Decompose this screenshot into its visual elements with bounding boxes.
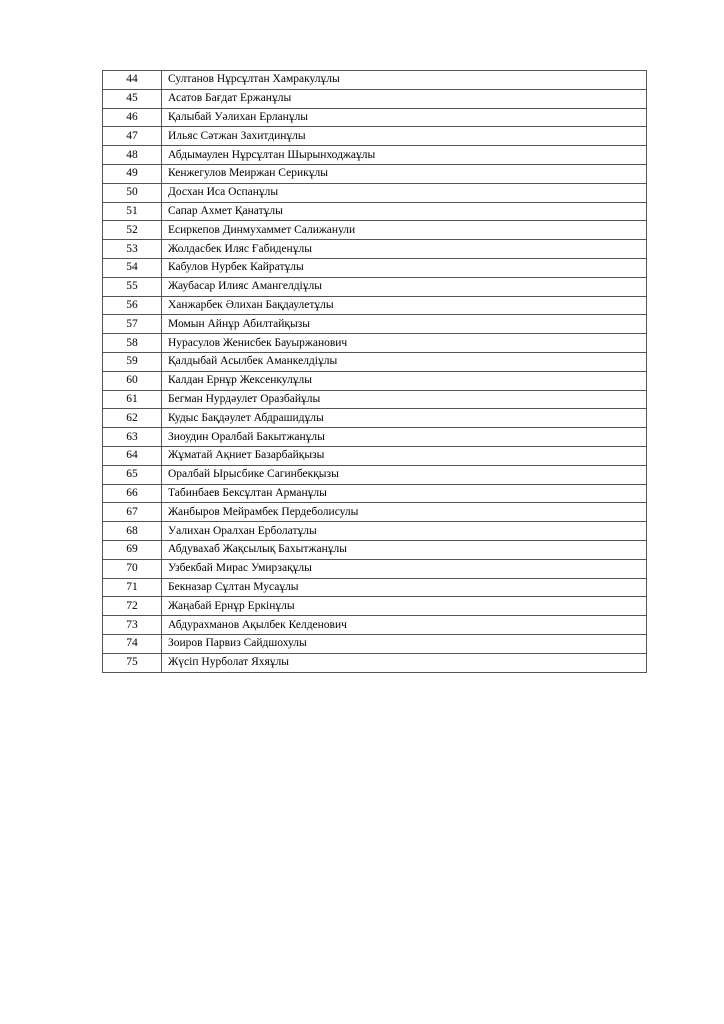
table-row bbox=[103, 616, 647, 635]
row-number-cell: 61 bbox=[103, 390, 162, 409]
row-number-cell: 68 bbox=[103, 522, 162, 541]
table-row bbox=[103, 390, 647, 409]
table-row bbox=[103, 240, 647, 259]
full-name-cell: Узбекбай Мирас Умирзақұлы bbox=[162, 559, 647, 578]
table-row bbox=[103, 465, 647, 484]
row-number-cell: 71 bbox=[103, 578, 162, 597]
table-row bbox=[103, 653, 647, 672]
row-number-cell: 70 bbox=[103, 559, 162, 578]
row-number-cell: 67 bbox=[103, 503, 162, 522]
table-row bbox=[103, 221, 647, 240]
full-name-cell: Есиркепов Динмухаммет Салижанули bbox=[162, 221, 647, 240]
row-number-cell: 75 bbox=[103, 653, 162, 672]
row-number-cell: 47 bbox=[103, 127, 162, 146]
table-row bbox=[103, 334, 647, 353]
row-number-cell: 65 bbox=[103, 465, 162, 484]
table-row bbox=[103, 315, 647, 334]
full-name-cell: Досхан Иса Оспанұлы bbox=[162, 183, 647, 202]
full-name-cell: Султанов Нұрсұлтан Хамракулұлы bbox=[162, 71, 647, 90]
student-list-table bbox=[102, 70, 647, 673]
full-name-cell: Уалихан Оралхан Ерболатұлы bbox=[162, 522, 647, 541]
row-number-cell: 53 bbox=[103, 240, 162, 259]
full-name-cell: Қалыбай Уәлихан Ерланұлы bbox=[162, 108, 647, 127]
row-number-cell: 62 bbox=[103, 409, 162, 428]
full-name-cell: Асатов Бағдат Ержанұлы bbox=[162, 89, 647, 108]
full-name-cell: Жұматай Ақниет Базарбайқызы bbox=[162, 446, 647, 465]
row-number-cell: 58 bbox=[103, 334, 162, 353]
full-name-cell: Қалдыбай Асылбек Аманкелдіұлы bbox=[162, 352, 647, 371]
full-name-cell: Жаубасар Илияс Амангелдіұлы bbox=[162, 277, 647, 296]
row-number-cell: 55 bbox=[103, 277, 162, 296]
table-row bbox=[103, 71, 647, 90]
row-number-cell: 51 bbox=[103, 202, 162, 221]
row-number-cell: 73 bbox=[103, 616, 162, 635]
table-row bbox=[103, 522, 647, 541]
full-name-cell: Момын Айнұр Абилтайқызы bbox=[162, 315, 647, 334]
table-row bbox=[103, 296, 647, 315]
table-row bbox=[103, 164, 647, 183]
table-row bbox=[103, 428, 647, 447]
table-row bbox=[103, 597, 647, 616]
row-number-cell: 72 bbox=[103, 597, 162, 616]
full-name-cell: Жаңабай Ернұр Еркінұлы bbox=[162, 597, 647, 616]
full-name-cell: Жанбыров Мейрамбек Пердеболисулы bbox=[162, 503, 647, 522]
table-row bbox=[103, 503, 647, 522]
full-name-cell: Нурасулов Женисбек Бауыржанович bbox=[162, 334, 647, 353]
full-name-cell: Кудыс Бақдәулет Абдрашидұлы bbox=[162, 409, 647, 428]
full-name-cell: Сапар Ахмет Қанатұлы bbox=[162, 202, 647, 221]
row-number-cell: 59 bbox=[103, 352, 162, 371]
table-row bbox=[103, 634, 647, 653]
full-name-cell: Зиоудин Оралбай Бакытжанұлы bbox=[162, 428, 647, 447]
row-number-cell: 46 bbox=[103, 108, 162, 127]
row-number-cell: 50 bbox=[103, 183, 162, 202]
full-name-cell: Ханжарбек Әлихан Бақдаулетұлы bbox=[162, 296, 647, 315]
table-row bbox=[103, 446, 647, 465]
table-row bbox=[103, 277, 647, 296]
row-number-cell: 44 bbox=[103, 71, 162, 90]
full-name-cell: Ильяс Сәтжан Захитдинұлы bbox=[162, 127, 647, 146]
table-row bbox=[103, 371, 647, 390]
table-row bbox=[103, 540, 647, 559]
table-row bbox=[103, 409, 647, 428]
row-number-cell: 48 bbox=[103, 146, 162, 165]
full-name-cell: Кабулов Нурбек Кайратұлы bbox=[162, 258, 647, 277]
table-row bbox=[103, 258, 647, 277]
row-number-cell: 57 bbox=[103, 315, 162, 334]
table-row bbox=[103, 108, 647, 127]
full-name-cell: Табинбаев Бексұлтан Арманұлы bbox=[162, 484, 647, 503]
table-row bbox=[103, 484, 647, 503]
full-name-cell: Жолдасбек Иляс Ғабиденұлы bbox=[162, 240, 647, 259]
full-name-cell: Зоиров Парвиз Сайдшохулы bbox=[162, 634, 647, 653]
table-row bbox=[103, 578, 647, 597]
row-number-cell: 69 bbox=[103, 540, 162, 559]
full-name-cell: Абдымаулен Нұрсұлтан Шырынходжаұлы bbox=[162, 146, 647, 165]
row-number-cell: 49 bbox=[103, 164, 162, 183]
full-name-cell: Абдувахаб Жақсылық Бахытжанұлы bbox=[162, 540, 647, 559]
row-number-cell: 56 bbox=[103, 296, 162, 315]
row-number-cell: 52 bbox=[103, 221, 162, 240]
table-row bbox=[103, 559, 647, 578]
full-name-cell: Оралбай Ырысбике Сагинбекқызы bbox=[162, 465, 647, 484]
row-number-cell: 66 bbox=[103, 484, 162, 503]
table-row bbox=[103, 352, 647, 371]
full-name-cell: Бекназар Сұлтан Мусаұлы bbox=[162, 578, 647, 597]
table-row bbox=[103, 202, 647, 221]
full-name-cell: Абдурахманов Ақылбек Келденович bbox=[162, 616, 647, 635]
table-row bbox=[103, 183, 647, 202]
row-number-cell: 63 bbox=[103, 428, 162, 447]
full-name-cell: Бегман Нурдәулет Оразбайұлы bbox=[162, 390, 647, 409]
row-number-cell: 64 bbox=[103, 446, 162, 465]
row-number-cell: 74 bbox=[103, 634, 162, 653]
row-number-cell: 60 bbox=[103, 371, 162, 390]
full-name-cell: Кенжегулов Меиржан Серикұлы bbox=[162, 164, 647, 183]
table-body bbox=[103, 71, 647, 673]
table-row bbox=[103, 146, 647, 165]
table-row bbox=[103, 127, 647, 146]
row-number-cell: 45 bbox=[103, 89, 162, 108]
full-name-cell: Калдан Ернұр Жексенкулұлы bbox=[162, 371, 647, 390]
row-number-cell: 54 bbox=[103, 258, 162, 277]
full-name-cell: Жүсіп Нурболат Яхяұлы bbox=[162, 653, 647, 672]
table-row bbox=[103, 89, 647, 108]
